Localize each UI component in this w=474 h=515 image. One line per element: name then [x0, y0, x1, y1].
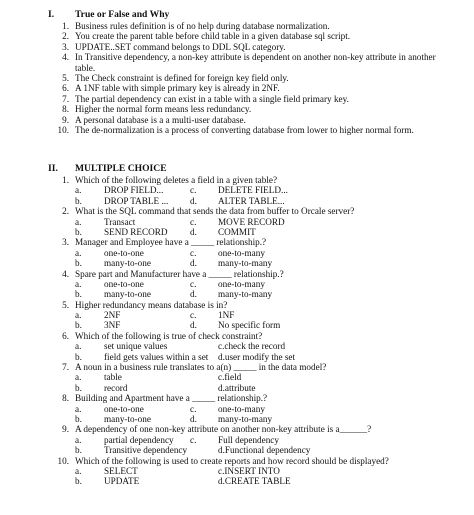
item-text: UPDATE..SET command belongs to DDL SQL category. — [75, 41, 286, 52]
mc-question — [0, 424, 474, 455]
question-line — [0, 393, 474, 403]
option-text: one-to-one — [104, 403, 144, 414]
section-true-false — [0, 10, 474, 135]
option-letter: b. — [75, 258, 82, 269]
item-number: 9. — [62, 114, 69, 125]
option-text: COMMIT — [218, 226, 256, 237]
option-text: ALTER TABLE... — [218, 195, 285, 206]
question-number: 8. — [62, 393, 69, 404]
question-line — [0, 362, 474, 372]
option-row — [0, 279, 474, 289]
option-letter: a. — [75, 216, 82, 227]
question-line — [0, 424, 474, 434]
question-number: 3. — [62, 237, 69, 248]
option-text: one-to-many — [218, 278, 265, 289]
option-text: MOVE RECORD — [218, 216, 285, 227]
question-line — [0, 269, 474, 279]
item-number: 2. — [62, 31, 69, 42]
item-number: 1. — [62, 21, 69, 31]
option-letter: b. — [75, 226, 82, 237]
item-number: 6. — [62, 83, 69, 94]
question-text: What is the SQL command that sends the data from buffer to Orcale server? — [75, 206, 355, 217]
option-text: DROP FIELD... — [104, 185, 164, 196]
option-row — [0, 310, 474, 320]
option-text: d.CREATE TABLE — [218, 476, 291, 487]
option-row — [0, 289, 474, 299]
option-text: one-to-one — [104, 278, 144, 289]
tf-item — [0, 52, 445, 73]
question-line — [0, 456, 474, 466]
option-letter: d. — [190, 258, 197, 269]
option-letter: a. — [75, 372, 82, 383]
option-text: one-to-many — [218, 403, 265, 414]
option-text: many-to-many — [218, 289, 273, 300]
option-text: c.check the record — [218, 341, 286, 352]
option-letter: b. — [75, 351, 82, 362]
option-row — [0, 258, 474, 268]
question-text: Manager and Employee have a _____ relationship.? — [75, 237, 267, 248]
option-letter: a. — [75, 434, 82, 445]
option-text: d.attribute — [218, 382, 256, 393]
option-row — [0, 227, 474, 237]
option-letter: c. — [190, 185, 197, 196]
item-number: 5. — [62, 73, 69, 84]
option-letter: b. — [75, 413, 82, 424]
mc-question — [0, 206, 474, 237]
option-text: DELETE FIELD... — [218, 185, 288, 196]
option-letter: a. — [75, 247, 82, 258]
option-letter: c. — [190, 278, 197, 289]
option-letter: d. — [190, 413, 197, 424]
section-numeral: II. — [48, 163, 58, 174]
section-multiple-choice — [0, 164, 474, 487]
item-number: 7. — [62, 93, 69, 104]
question-number: 5. — [62, 299, 69, 310]
option-letter: a. — [75, 341, 82, 352]
option-text: 2NF — [104, 310, 121, 321]
option-row — [0, 341, 474, 351]
section-numeral: I. — [48, 9, 55, 20]
question-number: 1. — [62, 175, 69, 185]
option-text: d.Functional dependency — [218, 445, 311, 456]
option-text: one-to-one — [104, 247, 144, 258]
item-number: 10. — [57, 125, 69, 136]
option-row — [0, 435, 474, 445]
section-title: MULTIPLE CHOICE — [75, 163, 167, 174]
option-letter: c. — [190, 434, 197, 445]
option-letter: b. — [75, 289, 82, 300]
option-text: many-to-one — [104, 289, 151, 300]
tf-item — [0, 21, 445, 31]
option-letter: b. — [75, 320, 82, 331]
option-text: DROP TABLE ... — [104, 195, 169, 206]
item-text: You create the parent table before child table in a given database sql script. — [75, 31, 351, 42]
question-text: A noun in a business rule translates to a(n) _____ in the data model? — [75, 362, 327, 373]
option-letter: a. — [75, 185, 82, 196]
question-text: Building and Apartment have a _____ relationship.? — [75, 393, 268, 404]
option-letter: d. — [190, 320, 197, 331]
item-number: 8. — [62, 104, 69, 115]
option-letter: b. — [75, 476, 82, 487]
tf-item — [0, 42, 445, 52]
option-text: SEND RECORD — [104, 226, 168, 237]
item-text: A 1NF table with simple primary key is already in 2NF. — [75, 83, 280, 94]
option-row — [0, 372, 474, 382]
mc-question — [0, 393, 474, 424]
question-number: 2. — [62, 206, 69, 217]
option-text: field gets values within a set — [104, 351, 209, 362]
option-row — [0, 383, 474, 393]
option-text: Transact — [104, 216, 136, 227]
option-letter: b. — [75, 382, 82, 393]
question-line — [0, 237, 474, 247]
option-text: 1NF — [218, 310, 235, 321]
option-text: 3NF — [104, 320, 121, 331]
question-text: A dependency of one non-key attribute on another non-key attribute is a______? — [75, 424, 372, 435]
true-false-list — [0, 21, 474, 135]
mc-question — [0, 269, 474, 300]
option-row — [0, 217, 474, 227]
option-text: Full dependency — [218, 434, 279, 445]
option-row — [0, 404, 474, 414]
option-text: one-to-many — [218, 247, 265, 258]
mc-question — [0, 175, 474, 206]
option-letter: d. — [190, 289, 197, 300]
option-text: Transitive dependency — [104, 445, 188, 456]
option-row — [0, 320, 474, 330]
tf-item — [0, 94, 445, 104]
item-text: The Check constraint is defined for foreign key field only. — [75, 73, 289, 84]
question-number: 4. — [62, 268, 69, 279]
option-text: record — [104, 382, 128, 393]
question-number: 9. — [62, 424, 69, 435]
item-text: In Transitive dependency, a non-key attribute is dependent on another non-key attribute in another table. — [75, 52, 436, 73]
option-text: c.INSERT INTO — [218, 465, 280, 476]
option-letter: d. — [190, 195, 197, 206]
option-row — [0, 445, 474, 455]
option-letter: c. — [190, 403, 197, 414]
option-letter: b. — [75, 445, 82, 456]
option-letter: b. — [75, 195, 82, 206]
question-line — [0, 300, 474, 310]
option-row — [0, 352, 474, 362]
mc-question — [0, 300, 474, 331]
tf-item — [0, 83, 445, 93]
item-text: A personal database is a a multi-user database. — [75, 114, 246, 125]
item-text: The partial dependency can exist in a table with a single field primary key. — [75, 93, 349, 104]
option-letter: c. — [190, 310, 197, 321]
question-text: Higher redundancy means database is in? — [75, 299, 228, 310]
option-letter: a. — [75, 465, 82, 476]
tf-item — [0, 31, 445, 41]
question-text: Which of the following deletes a field in a given table? — [75, 175, 278, 185]
question-text: Which of the following is true of check constraint? — [75, 330, 263, 341]
option-text: set unique values — [104, 341, 168, 352]
section-heading — [0, 164, 474, 175]
option-text: d.user modify the set — [218, 351, 296, 362]
option-row — [0, 196, 474, 206]
option-letter: d. — [190, 226, 197, 237]
option-row — [0, 466, 474, 476]
mc-question — [0, 237, 474, 268]
tf-item — [0, 73, 445, 83]
option-text: SELECT — [104, 465, 138, 476]
item-number: 4. — [62, 52, 69, 63]
question-number: 6. — [62, 330, 69, 341]
option-row — [0, 248, 474, 258]
option-text: c.field — [218, 372, 242, 383]
question-line — [0, 331, 474, 341]
question-number: 10. — [57, 455, 69, 466]
mc-question — [0, 331, 474, 362]
option-text: many-to-one — [104, 413, 151, 424]
question-text: Spare part and Manufacturer have a _____ relationship.? — [75, 268, 284, 279]
tf-item — [0, 115, 445, 125]
option-letter: a. — [75, 278, 82, 289]
option-row — [0, 414, 474, 424]
option-letter: c. — [190, 216, 197, 227]
section-heading — [0, 10, 474, 21]
option-row — [0, 476, 474, 486]
option-row — [0, 185, 474, 195]
option-text: many-to-many — [218, 413, 273, 424]
item-text: Business rules definition is of no help during database normalization. — [75, 21, 330, 31]
option-letter: c. — [190, 247, 197, 258]
option-text: many-to-one — [104, 258, 151, 269]
option-text: many-to-many — [218, 258, 273, 269]
multiple-choice-list — [0, 175, 474, 487]
question-line — [0, 206, 474, 216]
section-title: True or False and Why — [75, 9, 170, 20]
question-line — [0, 175, 474, 185]
item-text: Higher the normal form means less redundancy. — [75, 104, 252, 115]
option-text: No specific form — [218, 320, 281, 331]
mc-question — [0, 362, 474, 393]
mc-question — [0, 456, 474, 487]
item-text: The de-normalization is a process of converting database from lower to higher normal form. — [75, 125, 414, 136]
option-text: partial dependency — [104, 434, 174, 445]
option-text: table — [104, 372, 122, 383]
tf-item — [0, 104, 445, 114]
question-text: Which of the following is used to create reports and how record should be displayed? — [75, 455, 389, 466]
question-number: 7. — [62, 362, 69, 373]
option-letter: a. — [75, 403, 82, 414]
option-text: UPDATE — [104, 476, 140, 487]
option-letter: a. — [75, 310, 82, 321]
item-number: 3. — [62, 41, 69, 52]
tf-item — [0, 125, 445, 135]
